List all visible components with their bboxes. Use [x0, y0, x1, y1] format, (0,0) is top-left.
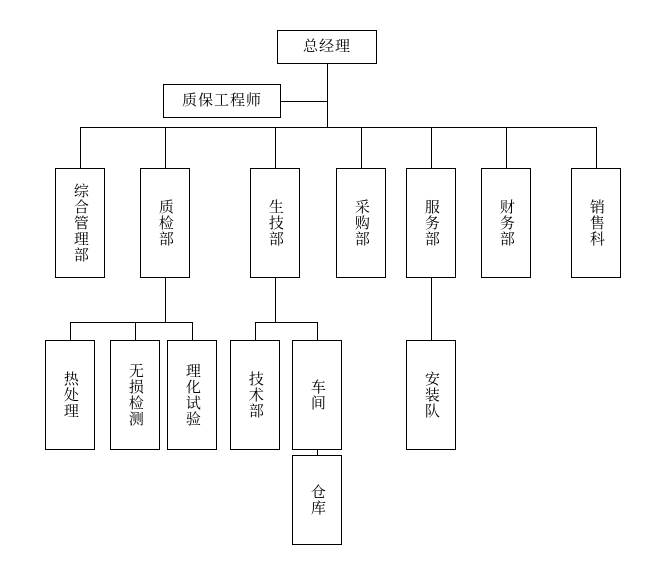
connector-drop-zjb — [165, 127, 166, 168]
connector-zjb-drop-rcl — [70, 322, 71, 340]
connector-zjb-drop-wsjc — [135, 322, 136, 340]
connector-qa-stem — [327, 101, 328, 127]
connector-drop-sjb — [275, 127, 276, 168]
node-cj[interactable]: 车间 — [292, 340, 342, 450]
connector-zjb-stem — [165, 278, 166, 322]
connector-drop-cwb — [506, 127, 507, 168]
node-jsb[interactable]: 技术部 — [230, 340, 280, 450]
connector-zjb-drop-lhsy — [192, 322, 193, 340]
connector-fwb-drop-azd — [431, 278, 432, 340]
connector-sjb-bus — [255, 322, 317, 323]
node-cwb[interactable]: 财务部 — [481, 168, 531, 278]
node-fwb[interactable]: 服务部 — [406, 168, 456, 278]
node-cgb[interactable]: 采购部 — [336, 168, 386, 278]
connector-drop-xsk — [596, 127, 597, 168]
node-gm[interactable]: 总经理 — [277, 30, 377, 64]
node-sjb[interactable]: 生技部 — [250, 168, 300, 278]
node-zjb[interactable]: 质检部 — [140, 168, 190, 278]
connector-sjb-stem — [275, 278, 276, 322]
connector-drop-fwb — [431, 127, 432, 168]
node-qa_eng[interactable]: 质保工程师 — [163, 84, 281, 118]
connector-drop-zhgl — [80, 127, 81, 168]
connector-sjb-drop-jsb — [255, 322, 256, 340]
connector-gm-down — [327, 64, 328, 101]
node-rcl[interactable]: 热处理 — [45, 340, 95, 450]
node-wsjc[interactable]: 无损检测 — [110, 340, 160, 450]
connector-zjb-bus — [70, 322, 192, 323]
node-lhsy[interactable]: 理化试验 — [167, 340, 217, 450]
node-zhgl[interactable]: 综合管理部 — [55, 168, 105, 278]
node-ck[interactable]: 仓库 — [292, 455, 342, 545]
connector-bus-main — [80, 127, 596, 128]
node-azd[interactable]: 安装队 — [406, 340, 456, 450]
node-xsk[interactable]: 销售科 — [571, 168, 621, 278]
connector-drop-cgb — [361, 127, 362, 168]
connector-sjb-drop-cj — [317, 322, 318, 340]
